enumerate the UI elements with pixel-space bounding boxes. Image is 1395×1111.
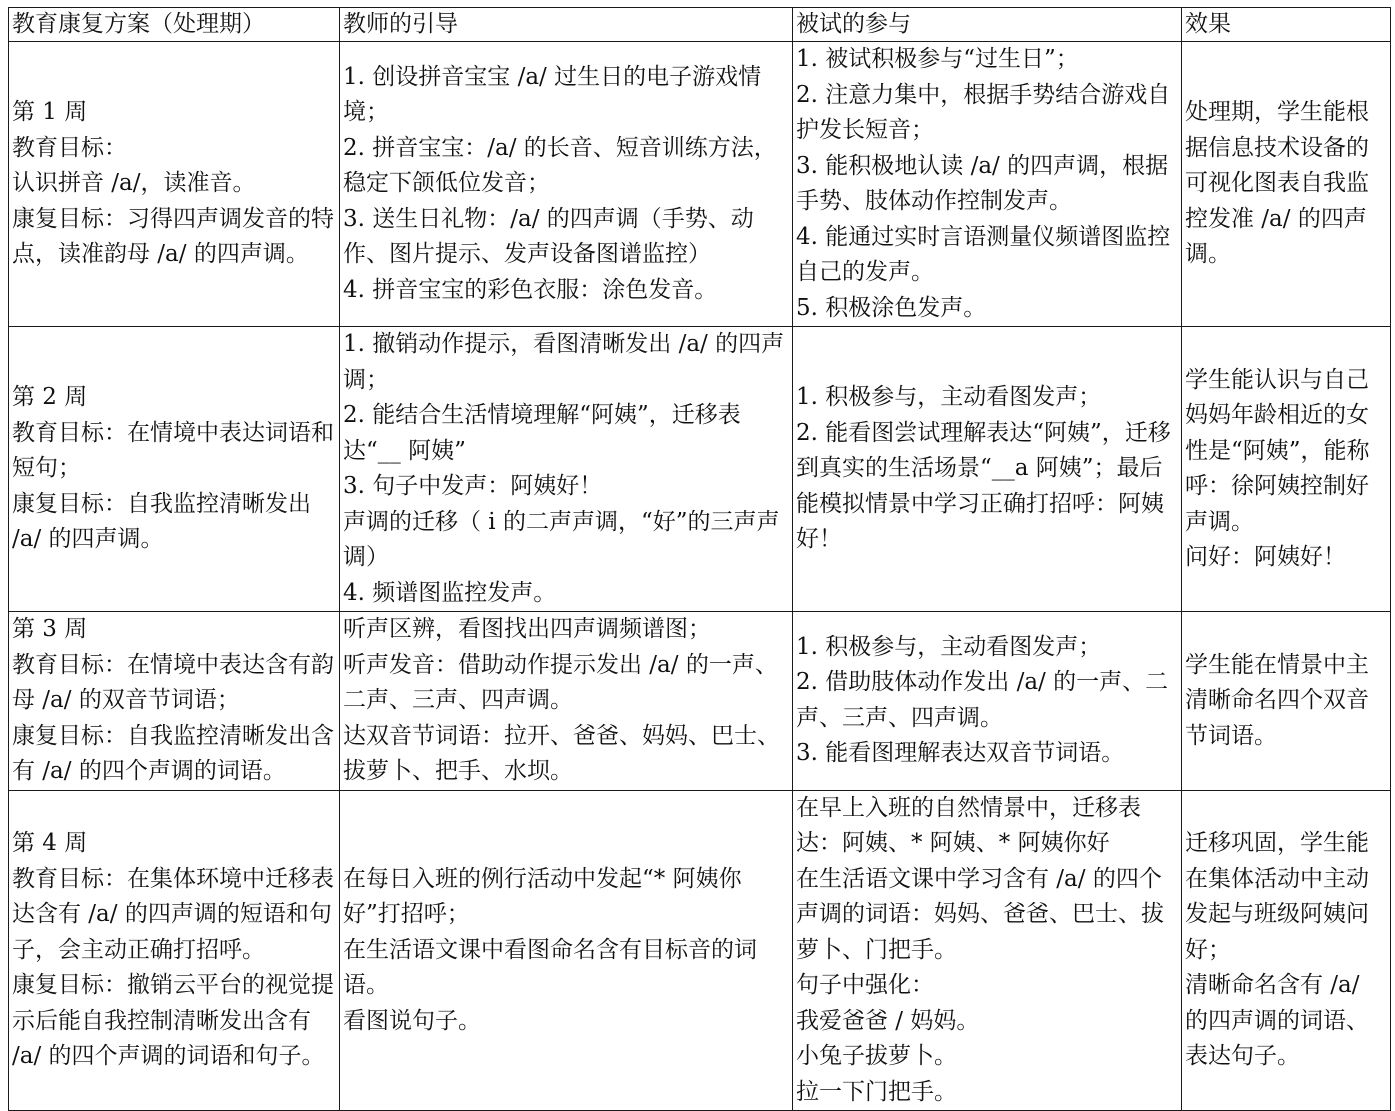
- cell-participation: [793, 612, 1182, 791]
- cell-line: 在早上入班的自然情景中，迁移表达：阿姨、* 阿姨、* 阿姨你好: [796, 794, 1141, 856]
- cell-line: 第 2 周: [12, 384, 88, 411]
- cell-line: 2. 拼音宝宝：/a/ 的长音、短音训练方法，稳定下颌低位发音；: [343, 134, 777, 197]
- cell-line: 学生能认识与自己妈妈年龄相近的女性是“阿姨”，能称呼：徐阿姨控制好声调。: [1185, 366, 1370, 535]
- cell-participation: [793, 327, 1182, 612]
- cell-line: 康复目标：自我监控清晰发出 /a/ 的四声调。: [12, 490, 311, 553]
- cell-line: 第 1 周: [12, 99, 88, 126]
- cell-line: 看图说句子。: [343, 1007, 481, 1034]
- cell-line: 听声发音：借助动作提示发出 /a/ 的一声、二声、三声、四声调。: [343, 651, 778, 713]
- cell-line: 问好：阿姨好！: [1185, 544, 1346, 570]
- cell-guide: [340, 327, 793, 612]
- cell-line: 在生活语文课中看图命名含有目标音的词语。: [343, 936, 757, 998]
- cell-line: 1. 积极参与，主动看图发声；: [796, 384, 1102, 411]
- cell-line: 教育目标：在情境中表达词语和短句；: [12, 419, 334, 482]
- cell-line: 小兔子拔萝卜。: [796, 1043, 957, 1069]
- cell-line: 2. 能结合生活情境理解“阿姨”，迁移表达“__ 阿姨”: [343, 402, 741, 464]
- cell-line: 迁移巩固，学生能在集体活动中主动发起与班级阿姨问好；: [1185, 830, 1369, 963]
- cell-line: 2. 能看图尝试理解表达“阿姨”，迁移到真实的生活场景“__a 阿姨”；最后能模拟情景中学习正确打招呼：阿姨好！: [796, 419, 1171, 553]
- cell-guide: [340, 790, 793, 1111]
- cell-line: 2. 借助肢体动作发出 /a/ 的一声、二声、三声、四声调。: [796, 669, 1169, 731]
- cell-line: 第 4 周: [12, 830, 88, 856]
- cell-effect: [1182, 42, 1391, 327]
- table-row-week-4: [9, 790, 1391, 1111]
- cell-plan: [9, 790, 340, 1111]
- table-row-week-3: [9, 612, 1391, 791]
- cell-line: 4. 拼音宝宝的彩色衣服：涂色发音。: [343, 276, 718, 303]
- header-effect: 效果: [1182, 8, 1391, 42]
- cell-line: 康复目标：撤销云平台的视觉提示后能自我控制清晰发出含有 /a/ 的四个声调的词语和句子。: [12, 972, 334, 1069]
- cell-line: 认识拼音 /a/，读准音。: [12, 170, 256, 197]
- cell-line: 康复目标：自我监控清晰发出含有 /a/ 的四个声调的词语。: [12, 722, 334, 784]
- cell-line: 2. 注意力集中，根据手势结合游戏自护发长短音；: [796, 81, 1171, 143]
- cell-line: 3. 句子中发声：阿姨好！: [343, 473, 603, 499]
- cell-line: 第 3 周: [12, 616, 88, 642]
- cell-line: 我爱爸爸 / 妈妈。: [796, 1007, 980, 1034]
- cell-participation: [793, 790, 1182, 1111]
- cell-line: 学生能在情景中主清晰命名四个双音节词语。: [1185, 651, 1369, 749]
- cell-participation: [793, 42, 1182, 327]
- cell-line: 教育目标：在情境中表达含有韵母 /a/ 的双音节词语；: [12, 651, 334, 713]
- rehab-plan-table: [8, 7, 1391, 1111]
- cell-line: 处理期，学生能根据信息技术设备的可视化图表自我监控发准 /a/ 的四声调。: [1185, 99, 1369, 268]
- cell-line: 在生活语文课中学习含有 /a/ 的四个声调的词语：妈妈、爸爸、巴士、拔萝卜、门把手。: [796, 865, 1164, 963]
- cell-line: 1. 撤销动作提示，看图清晰发出 /a/ 的四声调；: [343, 331, 785, 393]
- cell-line: 4. 频谱图监控发声。: [343, 579, 557, 606]
- header-participation: 被试的参与: [793, 8, 1182, 42]
- header-plan: 教育康复方案（处理期）: [9, 8, 340, 42]
- cell-effect: [1182, 327, 1391, 612]
- header-row: [9, 8, 1391, 42]
- table-row-week-2: [9, 327, 1391, 612]
- cell-line: 3. 送生日礼物：/a/ 的四声调（手势、动作、图片提示、发声设备图谱监控）: [343, 205, 754, 268]
- cell-effect: [1182, 612, 1391, 791]
- cell-line: 3. 能看图理解表达双音节词语。: [796, 740, 1125, 767]
- cell-line: 4. 能通过实时言语测量仪频谱图监控自己的发声。: [796, 223, 1171, 285]
- cell-line: 5. 积极涂色发声。: [796, 294, 987, 321]
- cell-plan: [9, 612, 340, 791]
- cell-line: 清晰命名含有 /a/ 的四声调的词语、表达句子。: [1185, 972, 1369, 1069]
- cell-line: 达双音节词语：拉开、爸爸、妈妈、巴士、拔萝卜、把手、水坝。: [343, 722, 780, 784]
- cell-guide: [340, 42, 793, 327]
- table-row-week-1: [9, 42, 1391, 327]
- cell-line: 教育目标：: [12, 134, 127, 161]
- cell-line: 1. 创设拼音宝宝 /a/ 过生日的电子游戏情境；: [343, 63, 762, 126]
- cell-line: 在每日入班的例行活动中发起“* 阿姨你好”打招呼；: [343, 865, 742, 927]
- cell-line: 教育目标：在集体环境中迁移表达含有 /a/ 的四声调的短语和句子，会主动正确打招呼。: [12, 865, 334, 963]
- cell-line: 1. 积极参与，主动看图发声；: [796, 633, 1102, 660]
- cell-guide: [340, 612, 793, 791]
- cell-line: 声调的迁移（ i 的二声声调，“好”的三声声调）: [343, 508, 780, 570]
- cell-line: 康复目标：习得四声调发音的特点，读准韵母 /a/ 的四声调。: [12, 205, 334, 268]
- cell-plan: [9, 327, 340, 612]
- cell-line: 1. 被试积极参与“过生日”；: [796, 46, 1079, 72]
- cell-effect: [1182, 790, 1391, 1111]
- cell-plan: [9, 42, 340, 327]
- cell-line: 听声区辨，看图找出四声调频谱图；: [343, 616, 711, 642]
- cell-line: 拉一下门把手。: [796, 1078, 957, 1105]
- cell-line: 3. 能积极地认读 /a/ 的四声调，根据手势、肢体动作控制发声。: [796, 152, 1169, 214]
- cell-line: 句子中强化：: [796, 972, 934, 998]
- header-guide: 教师的引导: [340, 8, 793, 42]
